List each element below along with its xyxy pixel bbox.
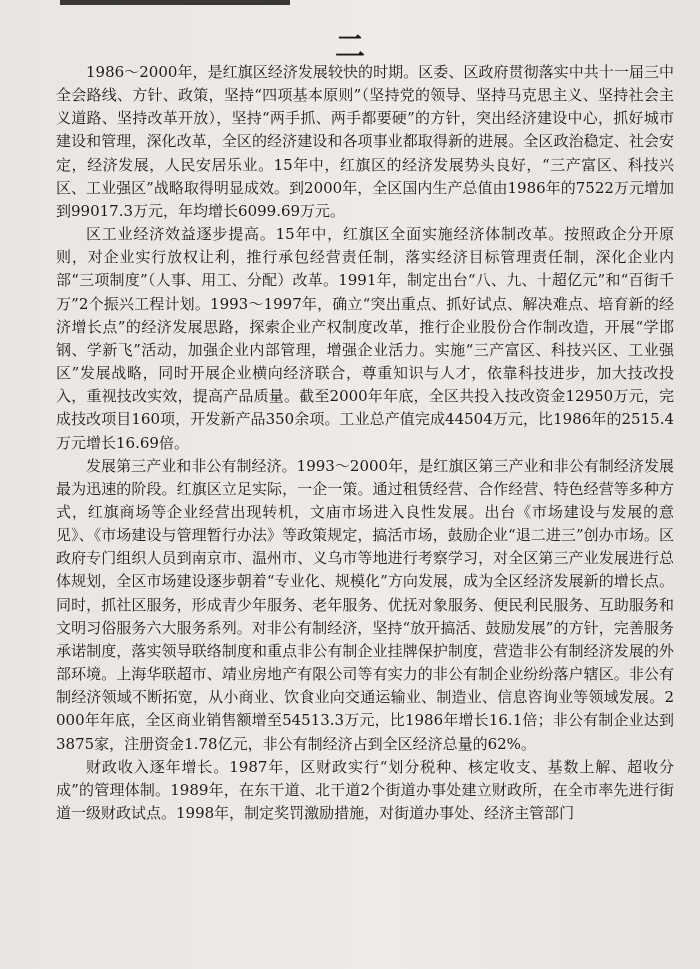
paragraph-3: 发展第三产业和非公有制经济。1993～2000年，是红旗区第三产业和非公有制经济发展最为迅速的阶段。红旗区立足实际，一企一策。通过租赁经营、合作经营、特色经营等多种方式，红旗商场等企业经营出现转机，文庙市场进入良性发展。出台《市场建设与发展的意见》、《市场建设与管理暂行办法》等政策规定，搞活市场，鼓励企业“退二进三”创办市场。区政府专门组织人员到南京市、温州市、义乌市等地进行考察学习，对全区第三产业发展进行总体规划，全区市场建设逐步朝着“专业化、规模化”方向发展，成为全区经济发展新的增长点。同时，抓社区服务，形成青少年服务、老年服务、优抚对象服务、便民利民服务、互助服务和文明习俗服务六大服务系列。对非公有制经济，坚持“放开搞活、鼓励发展”的方针，完善服务承诺制度，落实领导联络制度和重点非公有制企业挂牌保护制度，营造非公有制经济发展的外部环境。上海华联超市、靖业房地产有限公司等有实力的非公有制企业纷纷落户辖区。非公有制经济领域不断拓宽，从小商业、饮食业向交通运输业、制造业、信息咨询业等领域发展。2000年年底，全区商业销售额增至54513.3万元，比1986年增长16.1倍；非公有制企业达到3875家，注册资金1.78亿元，非公有制经济占到全区经济总量的62%。 bbox=[56, 456, 674, 753]
body-text bbox=[56, 61, 674, 825]
top-edge-band bbox=[60, 0, 290, 5]
section-heading: 二 bbox=[335, 30, 365, 65]
paragraph-4: 财政收入逐年增长。1987年，区财政实行“划分税种、核定收支、基数上解、超收分成”的管理体制。1989年，在东干道、北干道2个街道办事处建立财政所，在全市率先进行街道一级财政试点。1998年，制定奖罚激励措施，对街道办事处、经济主管部门 bbox=[56, 757, 674, 822]
paragraph-2: 区工业经济效益逐步提高。15年中，红旗区全面实施经济体制改革。按照政企分开原则，对企业实行放权让利，推行承包经营责任制，落实经济目标管理责任制，深化企业内部“三项制度”（人事、用工、分配）改革。1991年，制定出台“八、九、十超亿元”和“百街千万”2个振兴工程计划。1993～1997年，确立“突出重点、抓好试点、解决难点、培育新的经济增长点”的经济发展思路，探索企业产权制度改革，推行企业股份合作制改造，开展“学邯钢、学新飞”活动，加强企业内部管理，增强企业活力。实施“三产富区、科技兴区、工业强区”发展战略，同时开展企业横向经济联合，尊重知识与人才，依靠科技进步，加大技改投入，重视技改实效，提高产品质量。截至2000年年底，全区共投入技改资金12950万元，完成技改项目160项，开发新产品350余项。工业总产值完成44504万元，比1986年的2515.4万元增长16.69倍。 bbox=[56, 225, 674, 452]
paragraph-1: 1986～2000年，是红旗区经济发展较快的时期。区委、区政府贯彻落实中共十一届三中全会路线、方针、政策，坚持“四项基本原则”（坚持党的领导、坚持马克思主义、坚持社会主义道路、坚持改革开放），坚持“两手抓、两手都要硬”的方针，突出经济建设中心，抓好城市建设和管理，深化改革，全区的经济建设和各项事业都取得新的进展。全区政治稳定、社会安定，经济发展，人民安居乐业。15年中，红旗区的经济发展势头良好，“三产富区、科技兴区、工业强区”战略取得明显成效。到2000年，全区国内生产总值由1986年的7522万元增加到99017.3万元，年均增长6099.69万元。 bbox=[56, 63, 674, 220]
